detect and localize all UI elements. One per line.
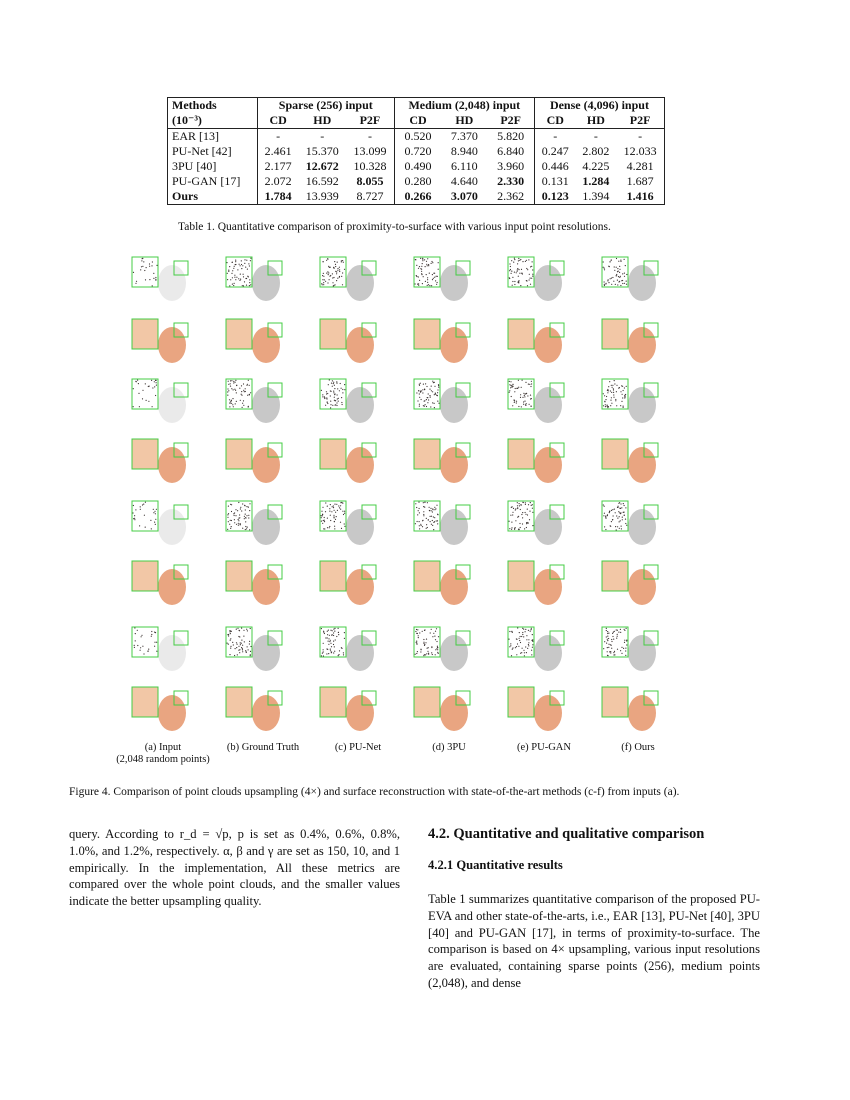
method-cell: PU-GAN [17] xyxy=(172,174,241,188)
figure-thumbnail xyxy=(224,557,292,609)
column-label xyxy=(208,742,318,754)
value-cell: 13.939 xyxy=(305,189,339,203)
value-cell: - xyxy=(346,129,394,145)
value-cell: 0.446 xyxy=(534,159,575,174)
column-label xyxy=(394,742,504,754)
metric-header: CD xyxy=(257,113,298,129)
value-cell: 4.281 xyxy=(626,159,654,173)
value-cell: 2.362 xyxy=(497,189,525,203)
column-label xyxy=(583,742,693,754)
table-row xyxy=(168,144,665,159)
value-cell: 0.720 xyxy=(394,144,441,159)
figure-thumbnail xyxy=(318,557,386,609)
figure-thumbnail xyxy=(318,435,386,487)
figure-thumbnail xyxy=(506,435,574,487)
value-cell: 10.328 xyxy=(353,159,387,173)
figure-thumbnail xyxy=(318,315,386,367)
value-cell: 15.370 xyxy=(305,144,339,158)
figure-thumbnail xyxy=(130,497,198,549)
group-medium: Medium (2,048) input xyxy=(394,98,534,114)
figure-thumbnail xyxy=(318,253,386,305)
value-cell: - xyxy=(257,129,298,145)
figure-thumbnail xyxy=(600,435,668,487)
figure-thumbnail xyxy=(600,623,668,675)
figure-thumbnail xyxy=(600,557,668,609)
figure-thumbnail xyxy=(130,683,198,735)
column-label-line: (d) 3PU xyxy=(432,742,466,753)
figure-thumbnail xyxy=(600,253,668,305)
metric-header: P2F xyxy=(500,113,521,127)
figure-thumbnail xyxy=(600,315,668,367)
figure-thumbnail xyxy=(412,623,480,675)
figure-thumbnail xyxy=(506,253,574,305)
figure-thumbnail xyxy=(224,435,292,487)
value-cell: 1.284 xyxy=(582,174,610,188)
value-cell: 2.802 xyxy=(582,144,610,158)
value-cell: - xyxy=(534,129,575,145)
column-label-line: (b) Ground Truth xyxy=(226,742,300,753)
group-sparse: Sparse (256) input xyxy=(257,98,394,114)
figure-thumbnail xyxy=(600,497,668,549)
group-dense: Dense (4,096) input xyxy=(534,98,664,114)
figure-4-grid xyxy=(130,253,690,743)
figure-thumbnail xyxy=(412,253,480,305)
column-label-line: (c) PU-Net xyxy=(334,742,382,753)
results-table xyxy=(167,97,665,205)
figure-thumbnail xyxy=(318,497,386,549)
metric-header: HD xyxy=(313,113,332,127)
value-cell: 1.784 xyxy=(257,189,298,205)
figure-thumbnail xyxy=(130,315,198,367)
value-cell: 5.820 xyxy=(487,129,534,145)
table-caption: Table 1. Quantitative comparison of proximity-to-surface with various input point resolutions. xyxy=(178,221,611,233)
figure-thumbnail xyxy=(224,683,292,735)
value-cell: 6.110 xyxy=(451,159,478,173)
value-cell: 8.055 xyxy=(356,174,384,188)
method-cell: PU-Net [42] xyxy=(172,144,232,158)
figure-thumbnail xyxy=(412,315,480,367)
figure-thumbnail xyxy=(130,623,198,675)
figure-thumbnail xyxy=(600,683,668,735)
right-paragraph-text: Table 1 summarizes quantitative comparison of the proposed PU-EVA and other state-of-the-arts, i.e., EAR [13], PU-Net [40], 3PU [40] and PU-GAN [17], in terms of proximity-to-surface. The comparison is based on 4× upsampling, various input resolutions are evaluated, containing sparse points (256), medium points (2,048), and dense xyxy=(428,892,760,990)
figure-thumbnail xyxy=(600,375,668,427)
figure-caption: Figure 4. Comparison of point clouds upsampling (4×) and surface reconstruction with state-of-the-art methods (c-f) from inputs (a). xyxy=(69,786,680,798)
figure-thumbnail xyxy=(224,253,292,305)
value-cell: 1.687 xyxy=(626,174,654,188)
table-row xyxy=(168,159,665,174)
column-label-line: (a) Input xyxy=(144,742,182,753)
value-cell: 8.940 xyxy=(450,144,478,158)
value-cell: 1.394 xyxy=(582,189,610,203)
value-cell: 12.033 xyxy=(623,144,657,158)
value-cell: 0.131 xyxy=(534,174,575,189)
value-cell: 4.225 xyxy=(582,159,610,173)
figure-thumbnail xyxy=(318,623,386,675)
figure-thumbnail xyxy=(318,683,386,735)
table-row xyxy=(168,174,665,189)
value-cell: 2.072 xyxy=(257,174,298,189)
figure-thumbnail xyxy=(506,623,574,675)
left-paragraph xyxy=(69,826,400,910)
figure-thumbnail xyxy=(318,375,386,427)
figure-thumbnail xyxy=(412,375,480,427)
value-cell: 2.461 xyxy=(257,144,298,159)
column-label xyxy=(108,742,218,766)
figure-thumbnail xyxy=(224,497,292,549)
metric-header: HD xyxy=(586,113,605,127)
metric-header: P2F xyxy=(629,113,651,127)
left-paragraph-text: query. According to r_d = √p, p is set as 0.4%, 0.6%, 0.8%, 1.0%, and 1.2%, respectively. α, β and γ are set as 150, 10, and 1 empirically. In the implementation, All these metrics are compared over the whole point clouds, and the smaller values indicate the better upsampling quality. xyxy=(69,827,400,909)
value-cell: 7.370 xyxy=(441,129,487,145)
figure-thumbnail xyxy=(224,315,292,367)
value-cell: 2.177 xyxy=(257,159,298,174)
figure-thumbnail xyxy=(412,557,480,609)
method-cell: 3PU [40] xyxy=(172,159,217,173)
figure-thumbnail xyxy=(506,315,574,367)
value-cell: 1.416 xyxy=(626,189,654,203)
figure-thumbnail xyxy=(224,623,292,675)
value-cell: - xyxy=(616,129,664,145)
metric-header: HD xyxy=(455,113,474,127)
value-cell: 2.330 xyxy=(497,174,525,188)
figure-thumbnail xyxy=(412,435,480,487)
figure-thumbnail xyxy=(506,557,574,609)
figure-thumbnail xyxy=(506,497,574,549)
figure-thumbnail xyxy=(224,375,292,427)
value-cell: 16.592 xyxy=(305,174,339,188)
figure-thumbnail xyxy=(506,375,574,427)
value-cell: 4.640 xyxy=(450,174,478,188)
value-cell: 6.840 xyxy=(497,144,525,158)
metric-header: CD xyxy=(394,113,441,129)
value-cell: 12.672 xyxy=(305,159,339,173)
figure-thumbnail xyxy=(130,435,198,487)
value-cell: - xyxy=(299,129,347,145)
figure-thumbnail xyxy=(130,253,198,305)
value-cell: 13.099 xyxy=(353,144,387,158)
right-paragraph xyxy=(428,891,760,992)
value-cell: 0.123 xyxy=(534,189,575,205)
method-cell: EAR [13] xyxy=(168,129,258,145)
figure-thumbnail xyxy=(506,683,574,735)
figure-thumbnail xyxy=(130,375,198,427)
value-cell: 3.960 xyxy=(497,159,525,173)
value-cell: 8.727 xyxy=(356,189,384,203)
figure-thumbnail xyxy=(412,497,480,549)
value-cell: 3.070 xyxy=(450,189,478,203)
method-cell: Ours xyxy=(172,189,199,203)
column-label-line: (e) PU-GAN xyxy=(517,742,571,753)
metric-header: P2F xyxy=(359,113,381,127)
unit-header: (10⁻³) xyxy=(172,113,202,127)
value-cell: 0.280 xyxy=(394,174,441,189)
column-label-line: (f) Ours xyxy=(621,742,655,753)
column-label-line2: (2,048 random points) xyxy=(116,754,210,765)
value-cell: 0.266 xyxy=(394,189,441,205)
methods-header: Methods xyxy=(172,98,217,112)
figure-thumbnail xyxy=(130,557,198,609)
section-title: 4.2. Quantitative and qualitative comparison xyxy=(428,826,705,842)
value-cell: 0.247 xyxy=(534,144,575,159)
metric-header: CD xyxy=(534,113,575,129)
table-row xyxy=(168,189,665,205)
subsection-title: 4.2.1 Quantitative results xyxy=(428,858,563,872)
value-cell: - xyxy=(576,129,617,145)
value-cell: 0.490 xyxy=(394,159,441,174)
table-row xyxy=(168,129,665,145)
value-cell: 0.520 xyxy=(394,129,441,145)
figure-thumbnail xyxy=(412,683,480,735)
